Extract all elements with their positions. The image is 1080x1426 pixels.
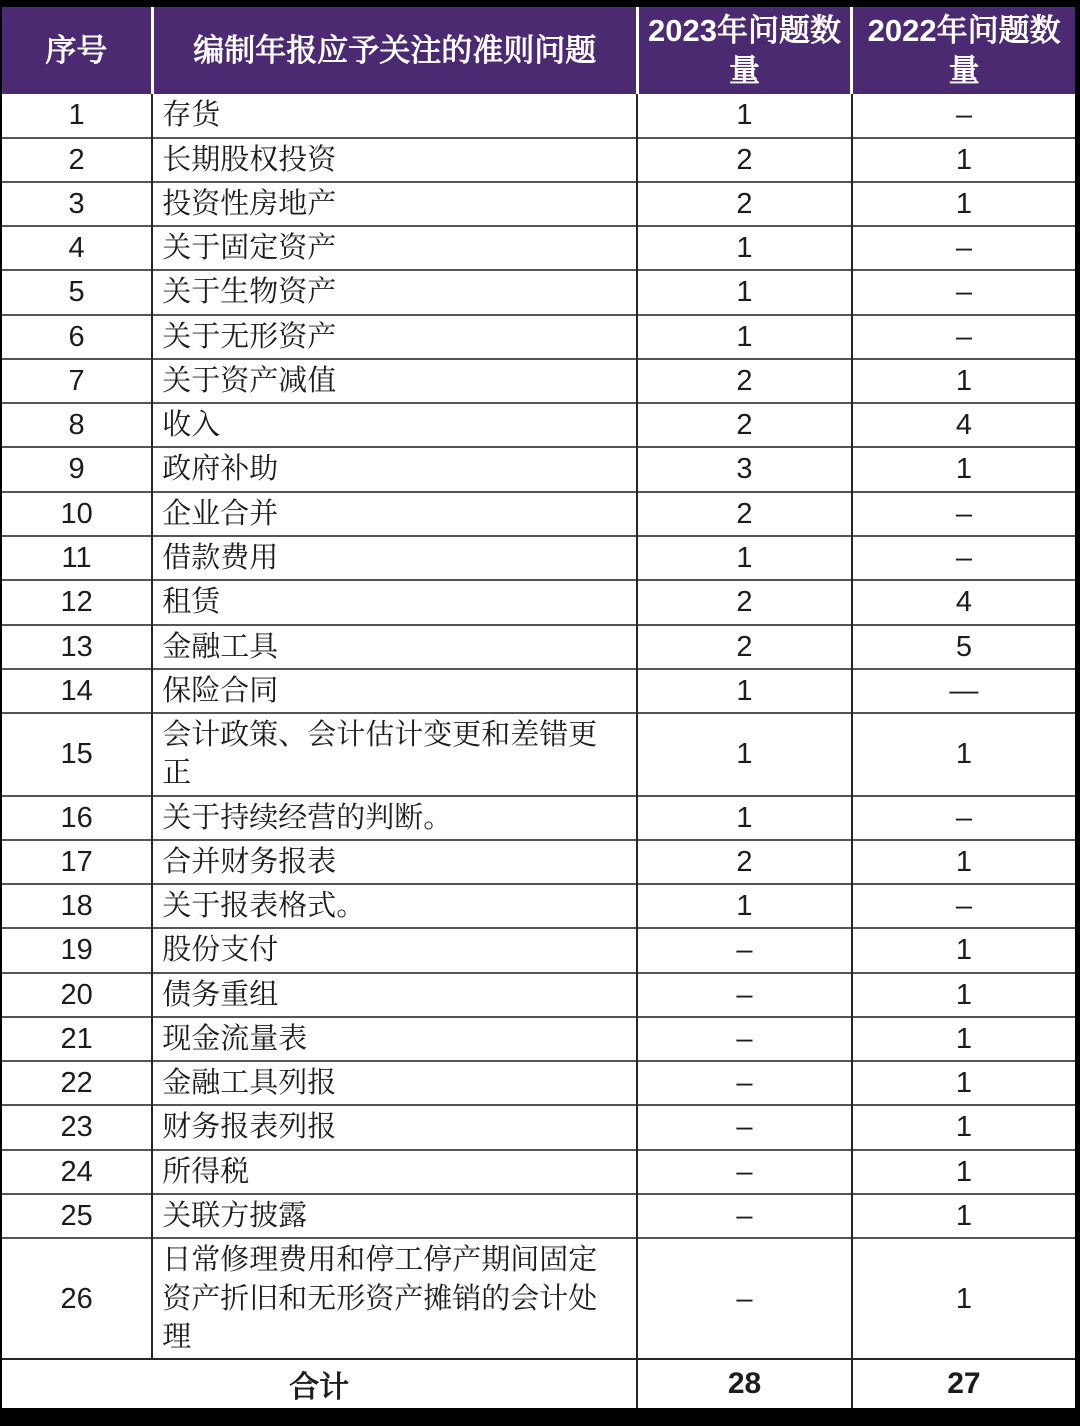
count-2023-cell: 1: [637, 315, 852, 359]
table-row: [2, 1105, 1075, 1149]
issue-name-cell: 债务重组: [152, 973, 637, 1017]
total-row: [2, 1359, 1075, 1408]
row-index-cell: 14: [2, 669, 152, 713]
issue-name-cell: 收入: [152, 403, 637, 447]
count-2023-cell: 2: [637, 580, 852, 624]
count-2023-cell: –: [637, 1017, 852, 1061]
count-2022-cell: 1: [852, 447, 1075, 491]
issue-name-cell: 合并财务报表: [152, 840, 637, 884]
table-row: [2, 973, 1075, 1017]
table-row: [2, 270, 1075, 314]
column-header-count-2023: 2023年问题数量: [637, 7, 852, 94]
row-index-cell: 24: [2, 1150, 152, 1194]
count-2023-cell: 1: [637, 713, 852, 796]
count-2022-cell: 1: [852, 1194, 1075, 1238]
count-2023-cell: 2: [637, 182, 852, 226]
issue-name-cell: 关于持续经营的判断。: [152, 796, 637, 840]
issue-name-cell: 长期股权投资: [152, 138, 637, 182]
table-row: [2, 669, 1075, 713]
table-row: [2, 315, 1075, 359]
count-2022-cell: –: [852, 536, 1075, 580]
table-row: [2, 796, 1075, 840]
issue-name-cell: 企业合并: [152, 492, 637, 536]
count-2023-cell: 2: [637, 840, 852, 884]
row-index-cell: 20: [2, 973, 152, 1017]
count-2022-cell: –: [852, 270, 1075, 314]
issue-name-cell: 关联方披露: [152, 1194, 637, 1238]
count-2023-cell: –: [637, 1150, 852, 1194]
count-2023-cell: 1: [637, 536, 852, 580]
count-2022-cell: 4: [852, 403, 1075, 447]
count-2022-cell: 1: [852, 138, 1075, 182]
issue-name-cell: 关于资产减值: [152, 359, 637, 403]
table-row: [2, 928, 1075, 972]
row-index-cell: 9: [2, 447, 152, 491]
column-header-issue: 编制年报应予关注的准则问题: [152, 7, 637, 94]
count-2022-cell: 5: [852, 625, 1075, 669]
row-index-cell: 11: [2, 536, 152, 580]
table-row: [2, 403, 1075, 447]
count-2022-cell: 1: [852, 1150, 1075, 1194]
row-index-cell: 8: [2, 403, 152, 447]
count-2023-cell: 1: [637, 270, 852, 314]
count-2023-cell: –: [637, 973, 852, 1017]
issue-name-cell: 金融工具列报: [152, 1061, 637, 1105]
issue-name-cell: 关于生物资产: [152, 270, 637, 314]
count-2023-cell: 2: [637, 625, 852, 669]
count-2023-cell: –: [637, 1105, 852, 1149]
table-row: [2, 1061, 1075, 1105]
count-2023-cell: 3: [637, 447, 852, 491]
count-2022-cell: –: [852, 884, 1075, 928]
row-index-cell: 2: [2, 138, 152, 182]
issue-name-cell: 关于无形资产: [152, 315, 637, 359]
table-area: [0, 7, 1080, 1408]
count-2022-cell: 1: [852, 359, 1075, 403]
count-2022-cell: 1: [852, 928, 1075, 972]
table-row: [2, 226, 1075, 270]
table-row: [2, 1238, 1075, 1359]
row-index-cell: 13: [2, 625, 152, 669]
row-index-cell: 23: [2, 1105, 152, 1149]
table-row: [2, 359, 1075, 403]
count-2023-cell: 2: [637, 359, 852, 403]
count-2023-cell: 2: [637, 492, 852, 536]
row-index-cell: 3: [2, 182, 152, 226]
table-top-border: [0, 0, 1080, 7]
count-2023-cell: –: [637, 1238, 852, 1359]
count-2023-cell: 2: [637, 403, 852, 447]
table-row: [2, 713, 1075, 796]
issue-name-cell: 金融工具: [152, 625, 637, 669]
column-header-count-2022: 2022年问题数量: [852, 7, 1075, 94]
issues-table: [2, 7, 1075, 1408]
count-2022-cell: 4: [852, 580, 1075, 624]
row-index-cell: 6: [2, 315, 152, 359]
total-label: 合计: [2, 1359, 637, 1408]
count-2022-cell: 1: [852, 1017, 1075, 1061]
table-row: [2, 884, 1075, 928]
count-2022-cell: 1: [852, 840, 1075, 884]
count-2022-cell: —: [852, 669, 1075, 713]
count-2023-cell: 1: [637, 669, 852, 713]
row-index-cell: 16: [2, 796, 152, 840]
table-body: [2, 94, 1075, 1359]
count-2022-cell: 1: [852, 973, 1075, 1017]
row-index-cell: 22: [2, 1061, 152, 1105]
count-2022-cell: 1: [852, 713, 1075, 796]
row-index-cell: 10: [2, 492, 152, 536]
issue-name-cell: 借款费用: [152, 536, 637, 580]
issue-name-cell: 日常修理费用和停工停产期间固定资产折旧和无形资产摊销的会计处理: [152, 1238, 637, 1359]
row-index-cell: 12: [2, 580, 152, 624]
total-count-2023: 28: [637, 1359, 852, 1408]
row-index-cell: 25: [2, 1194, 152, 1238]
row-index-cell: 5: [2, 270, 152, 314]
issue-name-cell: 租赁: [152, 580, 637, 624]
table-row: [2, 492, 1075, 536]
row-index-cell: 21: [2, 1017, 152, 1061]
issue-name-cell: 财务报表列报: [152, 1105, 637, 1149]
row-index-cell: 17: [2, 840, 152, 884]
issue-name-cell: 会计政策、会计估计变更和差错更正: [152, 713, 637, 796]
issue-name-cell: 投资性房地产: [152, 182, 637, 226]
count-2022-cell: –: [852, 315, 1075, 359]
count-2023-cell: –: [637, 1194, 852, 1238]
table-footer: [2, 1359, 1075, 1408]
table-row: [2, 138, 1075, 182]
issue-name-cell: 所得税: [152, 1150, 637, 1194]
table-bottom-border: [0, 1408, 1080, 1426]
count-2023-cell: 2: [637, 138, 852, 182]
count-2022-cell: –: [852, 492, 1075, 536]
row-index-cell: 19: [2, 928, 152, 972]
count-2023-cell: 1: [637, 884, 852, 928]
count-2022-cell: 1: [852, 182, 1075, 226]
table-row: [2, 182, 1075, 226]
count-2022-cell: 1: [852, 1238, 1075, 1359]
table-row: [2, 1150, 1075, 1194]
header-row: [2, 7, 1075, 94]
row-index-cell: 1: [68, 99, 85, 132]
count-2023-cell: –: [637, 928, 852, 972]
issue-name-cell: 关于固定资产: [152, 226, 637, 270]
issue-name-cell: 政府补助: [152, 447, 637, 491]
count-2022-cell: –: [852, 94, 1075, 137]
table-header: [2, 7, 1075, 94]
table-row: [2, 625, 1075, 669]
table-row: [2, 1194, 1075, 1238]
issue-name-cell: 存货: [152, 94, 637, 137]
count-2022-cell: 1: [852, 1105, 1075, 1149]
total-count-2022: 27: [852, 1359, 1075, 1408]
count-2023-cell: 1: [637, 94, 852, 137]
row-index-cell: 4: [2, 226, 152, 270]
row-index-cell: 7: [2, 359, 152, 403]
column-header-index: 序号: [2, 7, 152, 94]
count-2022-cell: –: [852, 796, 1075, 840]
count-2022-cell: –: [852, 226, 1075, 270]
row-index-cell: 18: [2, 884, 152, 928]
count-2023-cell: 1: [637, 796, 852, 840]
table-row: [2, 94, 1075, 137]
count-2022-cell: 1: [852, 1061, 1075, 1105]
count-2023-cell: 1: [637, 226, 852, 270]
table-row: [2, 580, 1075, 624]
issue-name-cell: 保险合同: [152, 669, 637, 713]
issue-name-cell: 关于报表格式。: [152, 884, 637, 928]
table-row: [2, 536, 1075, 580]
table-row: [2, 1017, 1075, 1061]
table-row: [2, 447, 1075, 491]
row-index-cell: 26: [2, 1238, 152, 1359]
issue-name-cell: 股份支付: [152, 928, 637, 972]
table-row: [2, 840, 1075, 884]
issue-name-cell: 现金流量表: [152, 1017, 637, 1061]
row-index-cell: 15: [2, 713, 152, 796]
count-2023-cell: –: [637, 1061, 852, 1105]
